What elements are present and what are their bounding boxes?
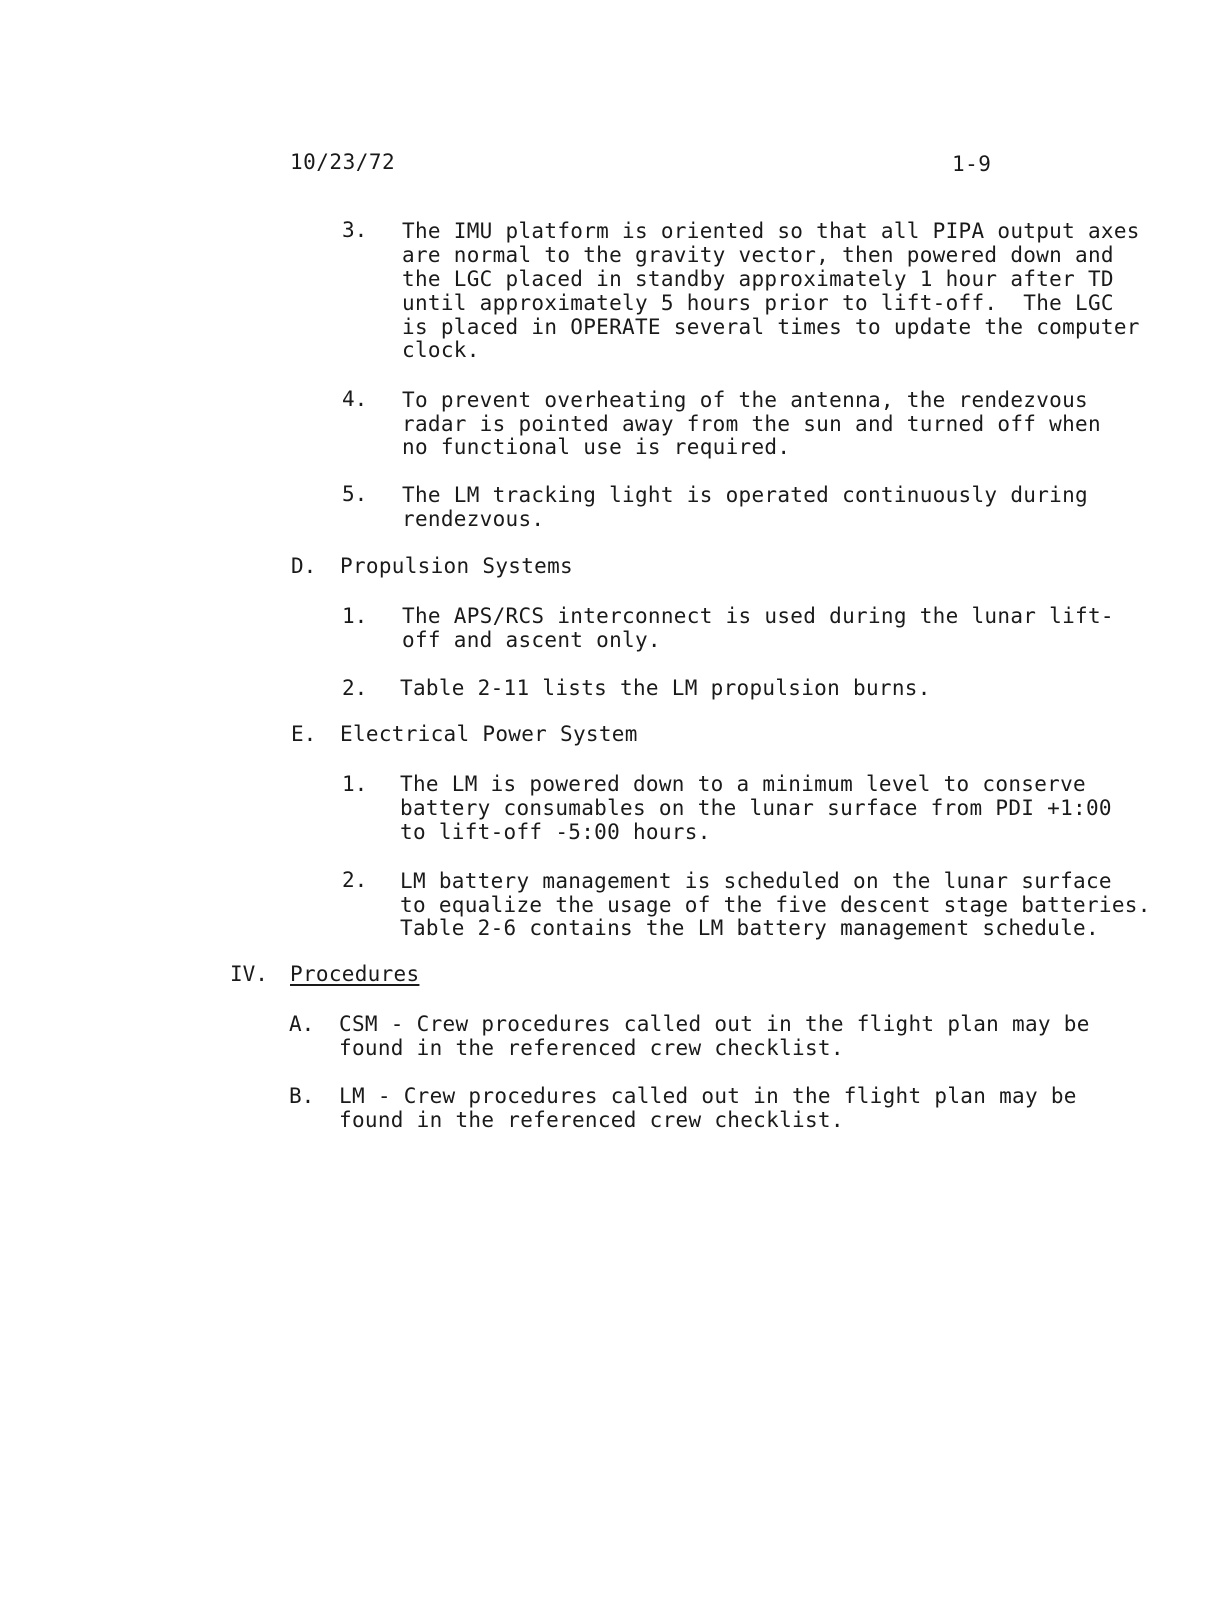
item-3-line-2: are normal to the gravity vector, then powered down and	[402, 243, 1114, 267]
document-date: 10/23/72	[290, 150, 396, 174]
section-d-title: Propulsion Systems	[340, 554, 573, 578]
section-e-item-2-line-3: Table 2-6 contains the LM battery management schedule.	[400, 916, 1099, 940]
section-d-item-2-marker: 2.	[342, 676, 368, 700]
section-e-item-1-marker: 1.	[342, 772, 368, 796]
section-iv-marker: IV.	[230, 962, 268, 986]
section-e-title: Electrical Power System	[340, 722, 638, 746]
section-d-item-1-line-1: The APS/RCS interconnect is used during the lunar lift-	[402, 604, 1114, 628]
page-number: 1-9	[952, 152, 992, 176]
item-4-line-3: no functional use is required.	[402, 435, 791, 459]
item-3-line-6: clock.	[402, 338, 480, 362]
section-iv-item-b-line-1: LM - Crew procedures called out in the flight plan may be	[339, 1084, 1077, 1108]
section-e-marker: E.	[291, 722, 317, 746]
section-iv-item-a-line-1: CSM - Crew procedures called out in the flight plan may be	[339, 1012, 1090, 1036]
section-iv-title: Procedures	[290, 962, 420, 986]
item-3-line-5: is placed in OPERATE several times to update the computer	[402, 315, 1140, 339]
section-d-item-1-line-2: off and ascent only.	[402, 628, 661, 652]
section-d-item-2-line-1: Table 2-11 lists the LM propulsion burns.	[400, 676, 931, 700]
section-iv-item-a-line-2: found in the referenced crew checklist.	[339, 1036, 844, 1060]
item-4-line-1: To prevent overheating of the antenna, the rendezvous	[402, 388, 1088, 412]
item-3-marker: 3.	[342, 218, 368, 242]
section-e-item-2-marker: 2.	[342, 868, 368, 892]
section-d-marker: D.	[291, 554, 317, 578]
section-e-item-2-line-1: LM battery management is scheduled on the lunar surface	[400, 869, 1112, 893]
item-3-line-1: The IMU platform is oriented so that all PIPA output axes	[402, 219, 1140, 243]
section-d-item-1-marker: 1.	[342, 604, 368, 628]
item-4-line-2: radar is pointed away from the sun and turned off when	[402, 412, 1101, 436]
section-iv-item-b-marker: B.	[289, 1084, 315, 1108]
section-iv-item-b-line-2: found in the referenced crew checklist.	[339, 1108, 844, 1132]
item-5-marker: 5.	[342, 482, 368, 506]
section-e-item-2-line-2: to equalize the usage of the five descent stage batteries.	[400, 893, 1151, 917]
item-3-line-4: until approximately 5 hours prior to lift-off. The LGC	[402, 291, 1114, 315]
item-3-line-3: the LGC placed in standby approximately 1 hour after TD	[402, 267, 1114, 291]
section-e-item-1-line-1: The LM is powered down to a minimum level to conserve	[400, 772, 1086, 796]
section-e-item-1-line-2: battery consumables on the lunar surface from PDI +1:00	[400, 796, 1112, 820]
item-4-marker: 4.	[342, 387, 368, 411]
item-5-line-1: The LM tracking light is operated continuously during	[402, 483, 1088, 507]
section-e-item-1-line-3: to lift-off -5:00 hours.	[400, 820, 711, 844]
item-5-line-2: rendezvous.	[402, 507, 545, 531]
section-iv-item-a-marker: A.	[289, 1012, 315, 1036]
